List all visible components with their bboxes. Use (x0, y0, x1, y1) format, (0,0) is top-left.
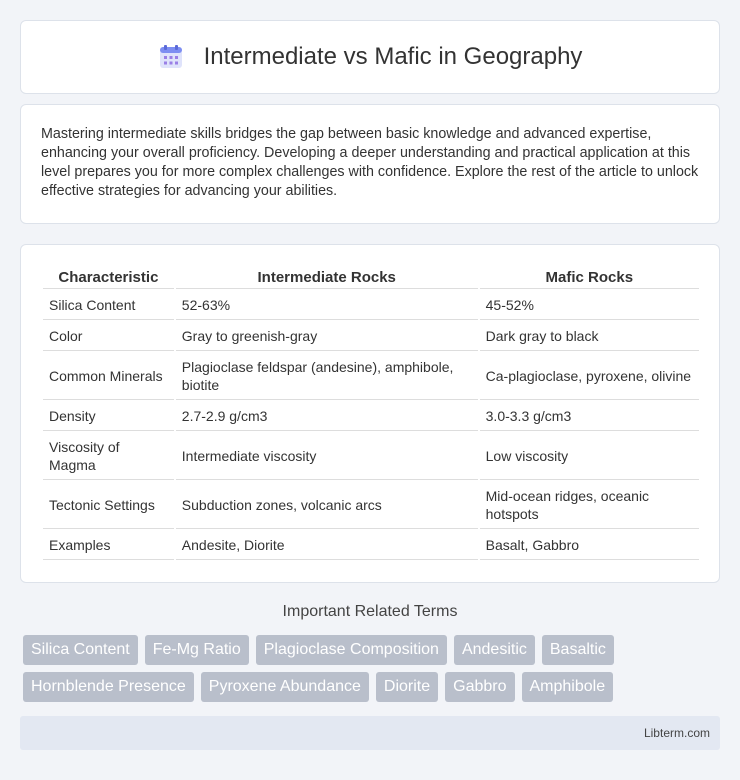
table-cell: Mid-ocean ridges, oceanic hotspots (480, 482, 699, 529)
table-cell: Examples (43, 531, 174, 560)
term-tag[interactable]: Silica Content (23, 635, 138, 665)
table-row (43, 322, 699, 351)
table-row (43, 433, 699, 480)
footer-link[interactable]: Libterm.com (643, 726, 710, 740)
table-cell: Low viscosity (480, 433, 699, 480)
term-tag[interactable]: Amphibole (522, 672, 614, 702)
table-cell: 3.0-3.3 g/cm3 (480, 402, 699, 431)
comparison-card (20, 244, 720, 583)
table-row (43, 482, 699, 529)
table-cell: Viscosity of Magma (43, 433, 174, 480)
table-row (43, 531, 699, 560)
related-terms (23, 635, 723, 709)
table-header-row (43, 267, 699, 289)
table-cell: 45-52% (480, 291, 699, 320)
table-cell: Andesite, Diorite (176, 531, 478, 560)
table-cell: Density (43, 402, 174, 431)
table-cell: Ca-plagioclase, pyroxene, olivine (480, 353, 699, 400)
table-cell: Color (43, 322, 174, 351)
table-cell: Subduction zones, volcanic arcs (176, 482, 478, 529)
table-cell: Tectonic Settings (43, 482, 174, 529)
term-tag[interactable]: Plagioclase Composition (256, 635, 447, 665)
tag-row (23, 672, 723, 702)
table-cell: 52-63% (176, 291, 478, 320)
table-cell: Plagioclase feldspar (andesine), amphibole, biotite (176, 353, 478, 400)
header-characteristic: Characteristic (43, 267, 174, 289)
term-tag[interactable]: Diorite (376, 672, 438, 702)
tag-row (23, 635, 723, 665)
table-cell: Dark gray to black (480, 322, 699, 351)
header-mafic: Mafic Rocks (480, 267, 699, 289)
calendar-icon (158, 44, 184, 70)
comparison-table (41, 265, 701, 562)
term-tag[interactable]: Gabbro (445, 672, 514, 702)
related-terms-title: Important Related Terms (282, 603, 458, 620)
table-cell: Basalt, Gabbro (480, 531, 699, 560)
term-tag[interactable]: Basaltic (542, 635, 614, 665)
table-cell: Silica Content (43, 291, 174, 320)
table-cell: Intermediate viscosity (176, 433, 478, 480)
header-intermediate: Intermediate Rocks (176, 267, 478, 289)
table-cell: 2.7-2.9 g/cm3 (176, 402, 478, 431)
intro-text: Mastering intermediate skills bridges the gap between basic knowledge and advanced expertise, enhancing your overall proficiency. Developing a deeper understanding and practical application at this level prepares you for more complex challenges with confidence. Explore the rest of the article to unlock effective strategies for advancing your abilities. (41, 126, 699, 199)
term-tag[interactable]: Andesitic (454, 635, 535, 665)
table-row (43, 353, 699, 400)
table-row (43, 402, 699, 431)
intro-card (20, 104, 720, 224)
term-tag[interactable]: Hornblende Presence (23, 672, 194, 702)
table-row (43, 291, 699, 320)
term-tag[interactable]: Fe-Mg Ratio (145, 635, 249, 665)
table-cell: Gray to greenish-gray (176, 322, 478, 351)
table-cell: Common Minerals (43, 353, 174, 400)
header-card (20, 20, 720, 94)
footer (20, 716, 720, 750)
term-tag[interactable]: Pyroxene Abundance (201, 672, 369, 702)
page-title: Intermediate vs Mafic in Geography (203, 43, 583, 70)
